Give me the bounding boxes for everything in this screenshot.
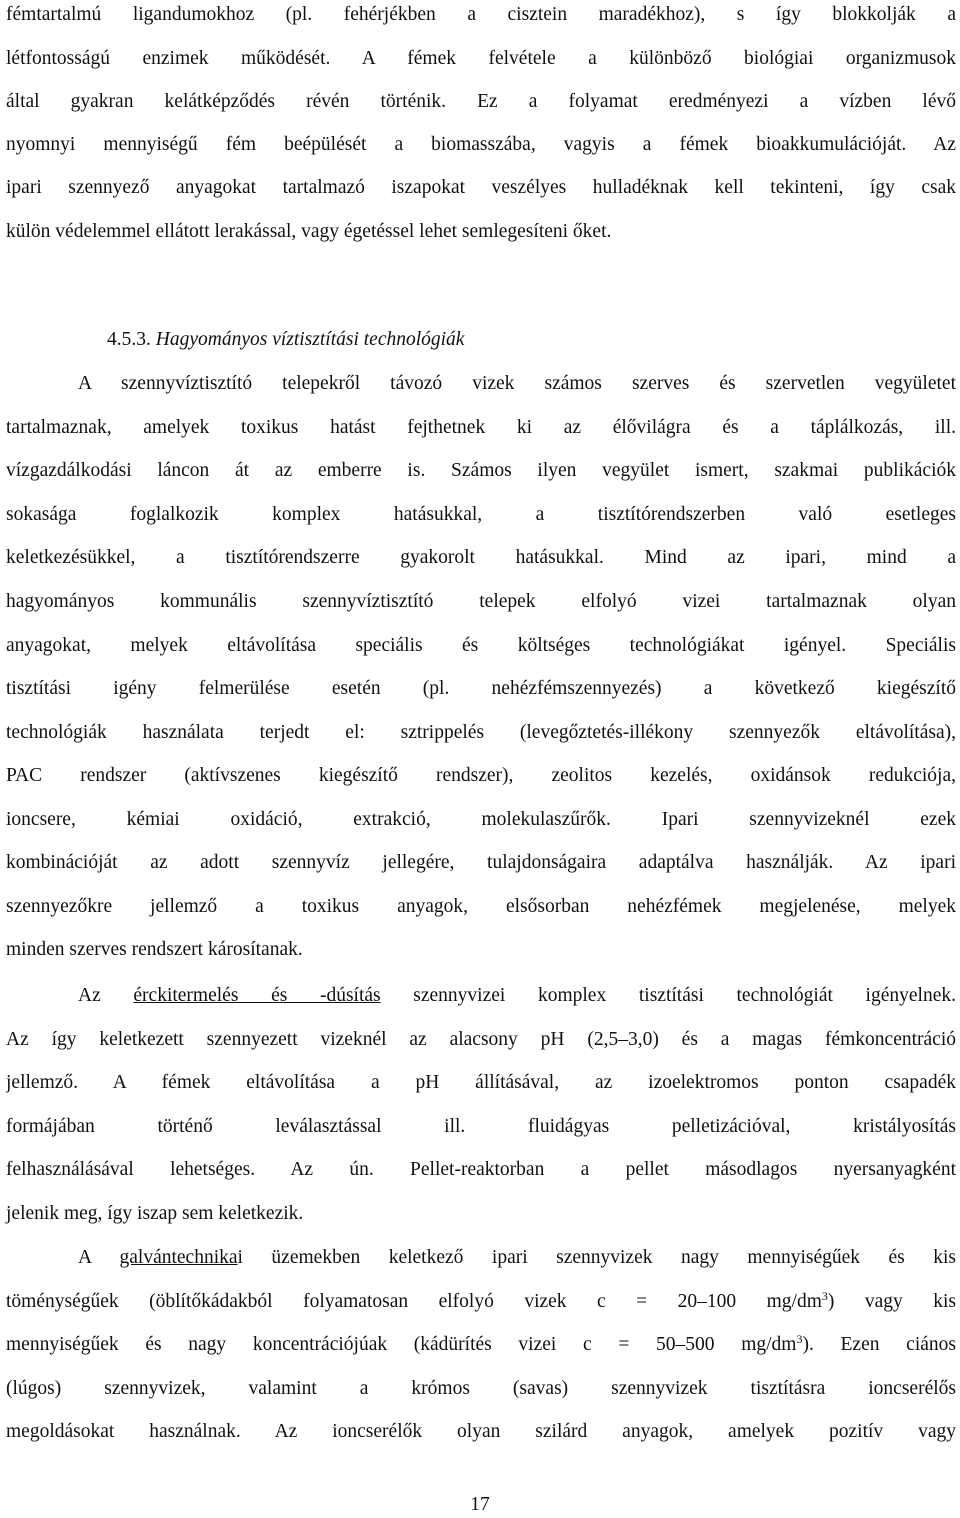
text-line: sokasága foglalkozik komplex hatásukkal, a tisztítórendszerben való esetleges xyxy=(6,504,956,525)
text-line: megoldásokat használnak. Az ioncserélők olyan szilárd anyagok, amelyek pozitív vagy xyxy=(6,1421,956,1442)
text-line: tartalmaznak, amelyek toxikus hatást fejthetnek ki az élővilágra és a táplálkozás, ill. xyxy=(6,417,956,438)
section-title: Hagyományos víztisztítási technológiák xyxy=(155,329,465,350)
text-line: ipari szennyező anyagokat tartalmazó iszapokat veszélyes hulladéknak kell tekinteni, így csak xyxy=(6,177,956,198)
text-line: ioncsere, kémiai oxidáció, extrakció, molekulaszűrők. Ipari szennyvizeknél ezek xyxy=(6,809,956,830)
text-line: fémtartalmú ligandumokhoz (pl. fehérjékben a cisztein maradékhoz), s így blokkolják a xyxy=(6,4,956,25)
text-line: által gyakran kelátképződés révén történik. Ez a folyamat eredményezi a vízben lévő xyxy=(6,91,956,112)
text-line xyxy=(6,1332,956,1358)
text-line: (lúgos) szennyvizek, valamint a krómos (savas) szennyvizek tisztításra ioncserélős xyxy=(6,1378,956,1399)
text-span: szennyvizei komplex tisztítási technológiát igényelnek. xyxy=(380,985,956,1006)
text-line xyxy=(78,1245,956,1271)
text-line: keletkezésükkel, a tisztítórendszerre gyakorolt hatásukkal. Mind az ipari, mind a xyxy=(6,547,956,568)
text-line: PAC rendszer (aktívszenes kiegészítő rendszer), zeolitos kezelés, oxidánsok redukciója, xyxy=(6,765,956,786)
text-span: A xyxy=(78,1247,120,1268)
text-line xyxy=(6,1289,956,1315)
text-span: mennyiségűek és nagy koncentrációjúak (kádürítés vizei c = 50–500 mg/dm xyxy=(6,1334,797,1355)
superscript: 3 xyxy=(796,1332,803,1346)
text-line: minden szerves rendszert károsítanak. xyxy=(6,939,303,960)
text-span: töménységűek (öblítőkádakból folyamatosan elfolyó vizek c = 20–100 mg/dm xyxy=(6,1291,822,1312)
text-span: ). Ezen ciános xyxy=(802,1334,956,1355)
text-span: i üzemekben keletkező ipari szennyvizek nagy mennyiségűek és kis xyxy=(237,1247,956,1268)
text-line: Az így keletkezett szennyezett vizeknél az alacsony pH (2,5–3,0) és a magas fémkoncentráció xyxy=(6,1029,956,1050)
text-line: A szennyvíztisztító telepekről távozó vizek számos szerves és szervetlen vegyületet xyxy=(78,373,956,394)
text-line: jellemző. A fémek eltávolítása a pH állításával, az izoelektromos ponton csapadék xyxy=(6,1072,956,1093)
text-line: nyomnyi mennyiségű fém beépülését a biomasszába, vagyis a fémek bioakkumulációját. Az xyxy=(6,134,956,155)
text-line: kombinációját az adott szennyvíz jellegére, tulajdonságaira adaptálva használják. Az ipari xyxy=(6,852,956,873)
link-galvantechnika[interactable]: galvántechnika xyxy=(119,1247,238,1268)
section-heading xyxy=(107,327,464,353)
page-number: 17 xyxy=(470,1494,490,1515)
text-line: anyagokat, melyek eltávolítása speciális és költséges technológiákat igényel. Speciális xyxy=(6,635,956,656)
text-span: Az xyxy=(78,985,134,1006)
text-line xyxy=(78,983,956,1009)
superscript: 3 xyxy=(821,1289,828,1303)
section-number: 4.5.3. xyxy=(107,329,151,350)
text-line: létfontosságú enzimek működését. A fémek felvétele a különböző biológiai organizmusok xyxy=(6,48,956,69)
text-line: felhasználásával lehetséges. Az ún. Pellet-reaktorban a pellet másodlagos nyersanyagként xyxy=(6,1159,956,1180)
text-line: szennyezőkre jellemző a toxikus anyagok, elsősorban nehézfémek megjelenése, melyek xyxy=(6,896,956,917)
text-line: jelenik meg, így iszap sem keletkezik. xyxy=(6,1203,304,1224)
link-erckitermeles[interactable]: érckitermelés és -dúsítás xyxy=(133,985,381,1006)
text-line: formájában történő leválasztással ill. fluidágyas pelletizációval, kristályosítás xyxy=(6,1116,956,1137)
text-line: külön védelemmel ellátott lerakással, vagy égetéssel lehet semlegesíteni őket. xyxy=(6,221,612,242)
text-line: tisztítási igény felmerülése esetén (pl. nehézfémszennyezés) a következő kiegészítő xyxy=(6,678,956,699)
text-line: vízgazdálkodási láncon át az emberre is. Számos ilyen vegyület ismert, szakmai publikációk xyxy=(6,460,956,481)
text-span: ) vagy kis xyxy=(827,1291,956,1312)
text-line: hagyományos kommunális szennyvíztisztító telepek elfolyó vizei tartalmaznak olyan xyxy=(6,591,956,612)
text-line: technológiák használata terjedt el: sztrippelés (levegőztetés-illékony szennyezők eltávolítása), xyxy=(6,722,956,743)
